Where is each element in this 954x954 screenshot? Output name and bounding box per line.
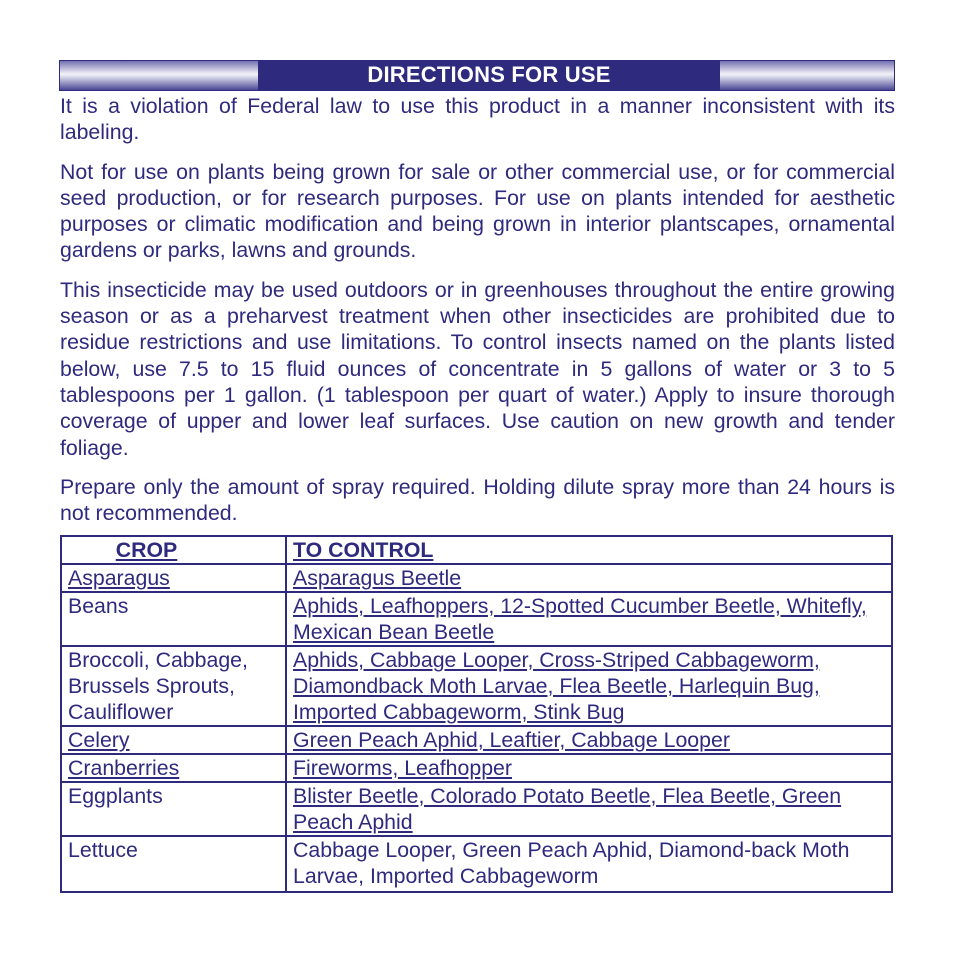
section-title: DIRECTIONS FOR USE xyxy=(258,60,720,91)
crop-cell: Lettuce xyxy=(61,836,286,892)
paragraph-preparation: Prepare only the amount of spray required. Holding dilute spray more than 24 hours is not recommended. xyxy=(60,474,895,526)
table-header-row xyxy=(61,536,892,564)
table-row xyxy=(61,646,892,726)
crop-cell: Broccoli, Cabbage, Brussels Sprouts, Cauliflower xyxy=(61,646,286,726)
crop-cell: Eggplants xyxy=(61,782,286,836)
control-cell: Green Peach Aphid, Leaftier, Cabbage Looper xyxy=(286,726,892,754)
column-header-crop: CROP xyxy=(61,536,286,564)
control-cell: Aphids, Cabbage Looper, Cross-Striped Cabbageworm, Diamondback Moth Larvae, Flea Beetle, Harlequin Bug, Imported Cabbageworm, Stink Bug xyxy=(286,646,892,726)
table-row xyxy=(61,754,892,782)
paragraph-use-restrictions: Not for use on plants being grown for sale or other commercial use, or for commercial seed production, or for research purposes. For use on plants intended for aesthetic purposes or climatic modification and being grown in interior plantscapes, ornamental gardens or parks, lawns and grounds. xyxy=(60,159,895,263)
crop-cell: Celery xyxy=(61,726,286,754)
paragraph-violation-notice: It is a violation of Federal law to use this product in a manner inconsistent with its labeling. xyxy=(60,94,895,145)
table-row xyxy=(61,564,892,592)
crop-cell: Asparagus xyxy=(61,564,286,592)
column-header-to-control: TO CONTROL xyxy=(286,536,892,564)
control-cell: Aphids, Leafhoppers, 12-Spotted Cucumber Beetle, Whitefly, Mexican Bean Beetle xyxy=(286,592,892,646)
crop-control-table xyxy=(60,535,893,893)
control-cell: Cabbage Looper, Green Peach Aphid, Diamond-back Moth Larvae, Imported Cabbageworm xyxy=(286,836,892,892)
table-row xyxy=(61,592,892,646)
control-cell: Fireworms, Leafhopper xyxy=(286,754,892,782)
table-row xyxy=(61,726,892,754)
control-cell: Blister Beetle, Colorado Potato Beetle, Flea Beetle, Green Peach Aphid xyxy=(286,782,892,836)
table-row xyxy=(61,782,892,836)
control-cell: Asparagus Beetle xyxy=(286,564,892,592)
paragraph-application: This insecticide may be used outdoors or in greenhouses throughout the entire growing season or as a preharvest treatment when other insecticides are prohibited due to residue restrictions and use limitations. To control insects named on the plants listed below, use 7.5 to 15 fluid ounces of concentrate in 5 gallons of water or 3 to 5 tablespoons per 1 gallon. (1 tablespoon per quart of water.) Apply to insure thorough coverage of upper and lower leaf surfaces. Use caution on new growth and tender foliage. xyxy=(60,277,895,460)
directions-text xyxy=(60,93,895,539)
crop-cell: Cranberries xyxy=(61,754,286,782)
crop-cell: Beans xyxy=(61,592,286,646)
table-row xyxy=(61,836,892,892)
